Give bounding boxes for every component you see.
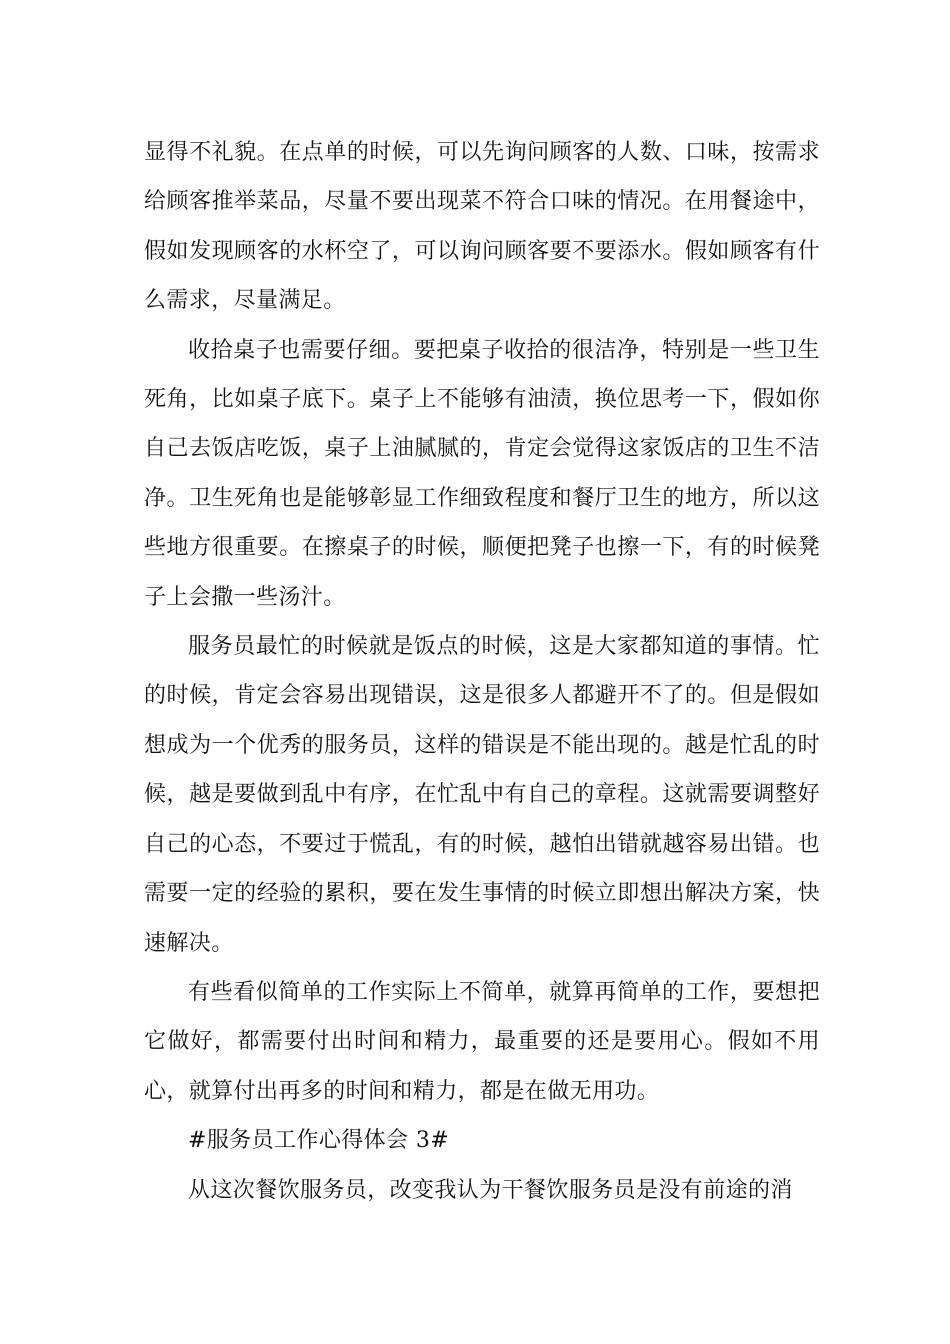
paragraph-section-start: 从这次餐饮服务员，改变我认为干餐饮服务员是没有前途的消 [188,1177,793,1203]
paragraph-busy-hours: 服务员最忙的时候就是饭点的时候，这是大家都知道的事情。忙的时候，肯定会容易出现错误，这是很多人都避开不了的。但是假如想成为一个优秀的服务员，这样的错误是不能出现的。越是忙乱的时候，越是要做到乱中有序，在忙乱中有自己的章程。这就需要调整好自己的心态，不要过于慌乱，有的时候，越怕出错就越容易出错。也需要一定的经验的累积，要在发生事情的时候立即想出解决方案，快速解决。 [144,634,820,956]
section-heading: #服务员工作心得体会 3# [188,1128,450,1154]
paragraph-continuation: 显得不礼貌。在点单的时候，可以先询问顾客的人数、口味，按需求给顾客推举菜品，尽量不要出现菜不符合口味的情况。在用餐途中，假如发现顾客的水杯空了，可以询问顾客要不要添水。假如顾客有什么需求，尽量满足。 [144,140,820,314]
paragraph-cleaning-tables: 收拾桌子也需要仔细。要把桌子收拾的很洁净，特别是一些卫生死角，比如桌子底下。桌子上不能够有油渍，换位思考一下，假如你自己去饭店吃饭，桌子上油腻腻的，肯定会觉得这家饭店的卫生不洁净。卫生死角也是能够彰显工作细致程度和餐厅卫生的地方，所以这些地方很重要。在擦桌子的时候，顺便把凳子也擦一下，有的时候凳子上会撒一些汤汁。 [144,337,820,610]
paragraph-simple-work: 有些看似简单的工作实际上不简单，就算再简单的工作，要想把它做好，都需要付出时间和精力，最重要的还是要用心。假如不用心，就算付出再多的时间和精力，都是在做无用功。 [144,979,820,1104]
document-body [144,128,820,1215]
